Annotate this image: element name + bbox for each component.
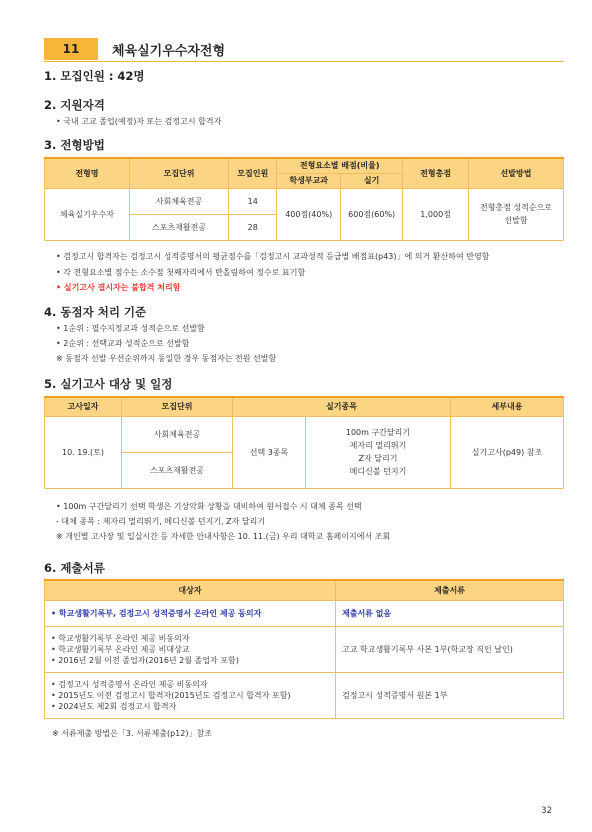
cell-total: 1,000점 — [403, 188, 469, 240]
col-school: 학생부교과 — [277, 173, 341, 188]
target-item: • 학교생활기록부 온라인 제공 비동의자 — [51, 633, 190, 643]
section-number-badge: 11 — [44, 38, 98, 60]
doc-cell-2: 고교 학교생활기록부 사본 1부(학교장 직인 날인) — [336, 626, 564, 672]
method-note-1: • 검정고시 합격자는 검정고시 성적증명서의 평균점수를「검정고시 교과성적 등급별 배점표(p43)」에 의거 환산하여 반영함 — [56, 252, 490, 261]
exam-note-2: - 대체 종목 : 제자리 멀리뛰기, 메디신볼 던지기, Z자 달리기 — [56, 517, 266, 526]
target-item: • 학교생활기록부, 검정고시 성적증명서 온라인 제공 동의자 — [51, 608, 262, 618]
target-item: • 학교생활기록부 온라인 제공 비대상교 — [51, 644, 190, 654]
documents-table — [44, 579, 564, 719]
header-rule — [44, 61, 564, 62]
target-cell-3 — [45, 672, 336, 718]
cell-choice: 선택 3종목 — [233, 416, 306, 488]
practical-exam-table — [44, 396, 564, 489]
event-item: Z자 달리기 — [358, 454, 398, 463]
col-target: 대상자 — [45, 580, 336, 600]
cell-count-1: 14 — [229, 188, 277, 214]
event-item: 100m 구간달리기 — [345, 428, 411, 437]
cell-type: 체육실기우수자 — [45, 188, 130, 240]
col-unit: 모집단위 — [122, 397, 233, 416]
col-unit: 모집단위 — [129, 158, 228, 188]
col-detail: 세부내용 — [451, 397, 564, 416]
cell-practical: 600점(60%) — [341, 188, 403, 240]
exam-note-3: ※ 개인별 고사장 및 입실시간 등 자세한 안내사항은 10. 11.(금) 우리 대학교 홈페이지에서 조회 — [56, 532, 391, 541]
col-ratio: 전형요소별 배점(비율) — [277, 158, 403, 173]
eligibility-bullet: • 국내 고교 졸업(예정)자 또는 검정고시 합격자 — [56, 117, 222, 126]
col-type: 전형명 — [45, 158, 130, 188]
tie-rule-1: • 1순위 : 필수지정교과 성적순으로 선발함 — [56, 324, 205, 333]
tie-rule-3: ※ 동점자 선발 우선순위까지 동일한 경우 동점자는 전원 선발함 — [56, 354, 277, 363]
cell-unit-1: 사회체육전공 — [129, 188, 228, 214]
col-events: 실기종목 — [233, 397, 451, 416]
section-1-title: 1. 모집인원 : 42명 — [44, 69, 145, 83]
target-cell-2 — [45, 626, 336, 672]
cell-detail: 실기고사(p49) 참조 — [451, 416, 564, 488]
col-practical: 실기 — [341, 173, 403, 188]
event-item: 제자리 멀리뛰기 — [349, 441, 407, 450]
section-6-title: 6. 제출서류 — [44, 561, 105, 575]
cell-unit-1: 사회체육전공 — [122, 416, 233, 452]
page-header — [44, 38, 564, 60]
col-count: 모집인원 — [229, 158, 277, 188]
method-note-3: • 실기고사 결시자는 불합격 처리함 — [56, 283, 181, 292]
doc-cell-3: 검정고시 성적증명서 원본 1부 — [336, 672, 564, 718]
cell-school: 400점(40%) — [277, 188, 341, 240]
documents-note: ※ 서류제출 방법은「3. 서류제출(p12)」참조 — [52, 729, 212, 738]
selection-method-table — [44, 157, 564, 241]
target-item: • 2016년 2월 이전 졸업자(2016년 2월 졸업자 포함) — [51, 655, 239, 665]
exam-note-1: • 100m 구간달리기 선택 학생은 기상악화 상황을 대비하여 원서접수 시 대체 종목 선택 — [56, 502, 362, 511]
cell-unit-2: 스포츠재활전공 — [122, 452, 233, 488]
cell-events — [306, 416, 451, 488]
doc-cell-1: 제출서류 없음 — [336, 600, 564, 626]
page-number: 32 — [541, 806, 552, 816]
target-item: • 2015년도 이전 검정고시 합격자(2015년도 검정고시 합격자 포함) — [51, 690, 291, 700]
col-total: 전형총점 — [403, 158, 469, 188]
section-5-title: 5. 실기고사 대상 및 일정 — [44, 377, 173, 391]
cell-count-2: 28 — [229, 214, 277, 240]
cell-date: 10. 19.(토) — [45, 416, 122, 488]
target-item: • 검정고시 성적증명서 온라인 제공 비동의자 — [51, 679, 208, 689]
cell-method: 전형총점 성적순으로 선발함 — [468, 188, 563, 240]
cell-unit-2: 스포츠재활전공 — [129, 214, 228, 240]
col-method: 선발방법 — [468, 158, 563, 188]
event-item: 메디신볼 던지기 — [349, 467, 407, 476]
section-2-title: 2. 지원자격 — [44, 98, 105, 112]
target-cell-1 — [45, 600, 336, 626]
section-4-title: 4. 동점자 처리 기준 — [44, 305, 147, 319]
tie-rule-2: • 2순위 : 선택교과 성적순으로 선발함 — [56, 339, 190, 348]
section-3-title: 3. 전형방법 — [44, 138, 105, 152]
method-note-2: • 각 전형요소별 점수는 소수점 첫째자리에서 반올림하여 정수로 표기함 — [56, 268, 306, 277]
page-title: 체육실기우수자전형 — [112, 43, 226, 59]
target-item: • 2024년도 제2회 검정고시 합격자 — [51, 701, 177, 711]
col-docs: 제출서류 — [336, 580, 564, 600]
col-date: 고사일자 — [45, 397, 122, 416]
